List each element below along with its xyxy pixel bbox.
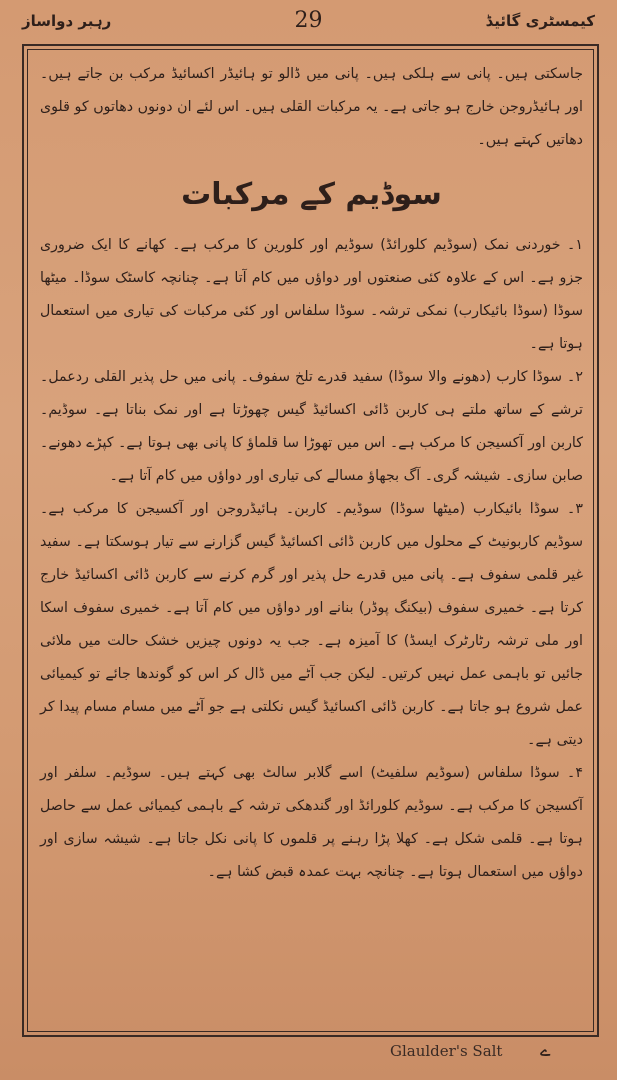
page-body [40,58,583,889]
paragraph-2: ۲۔ سوڈا کارب (دھونے والا سوڈا) سفید قدرے تلخ سفوف۔ پانی میں حل پذیر القلی ردعمل۔ ترشے کے ساتھ ملتے ہی کاربن ڈائی اکسائیڈ گیس چھوڑتا ہے اور نمک بناتا ہے۔ سوڈیم۔ کاربن اور آکسیجن کا مرکب ہے۔ اس میں تھوڑا سا قلماؤ کا پانی بھی ہوتا ہے۔ کپڑے دھونے۔ صابن سازی۔ شیشہ گری۔ آگ بجھاؤ مسالے کی تیاری اور دواؤں میں کام آتا ہے۔ [40,369,583,484]
header-section-title: رہبر دواساز [22,12,112,30]
page-header [22,8,595,40]
intro-paragraph: جاسکتی ہیں۔ پانی سے ہلکی ہیں۔ پانی میں ڈالو تو ہائیڈر اکسائیڈ مرکب بن جاتے ہیں۔ اور ہائیڈروجن خارج ہو جاتی ہے۔ یہ مرکبات القلی ہیں۔ اس لئے ان دونوں دھاتوں کو قلوی دھاتیں کہتے ہیں۔ [40,66,583,148]
page-number: 29 [294,8,323,33]
header-book-title: کیمسٹری گائیڈ [485,12,595,30]
paragraph-1: ۱۔ خوردنی نمک (سوڈیم کلورائڈ) سوڈیم اور کلورین کا مرکب ہے۔ کھانے کا ایک ضروری جزو ہے۔ اس کے علاوہ کئی صنعتوں اور دواؤں میں کام آتا ہے۔ چنانچہ کاسٹک سوڈا۔ میٹھا سوڈا (سوڈا بائیکارب) نمکی ترشہ۔ سوڈا سلفاس اور کئی مرکبات کی تیاری میں استعمال ہوتا ہے۔ [40,237,583,352]
footer-label: Glaulder's Salt [390,1042,503,1060]
section-heading: سوڈیم کے مرکبات [181,177,442,212]
paragraph-4: ۴۔ سوڈا سلفاس (سوڈیم سلفیٹ) اسے گلابر سالٹ بھی کہتے ہیں۔ سوڈیم۔ سلفر اور آکسیجن کا مرکب ہے۔ سوڈیم کلورائڈ اور گندھکی ترشہ کے باہمی کیمیائی عمل سے حاصل ہوتا ہے۔ قلمی شکل ہے۔ کھلا پڑا رہنے پر قلموں کا پانی نکل جاتا ہے۔ شیشہ سازی اور دواؤں میں استعمال ہوتا ہے۔ چنانچہ بہت عمدہ قبض کشا ہے۔ [40,765,583,880]
footer-mark: ے [540,1040,551,1061]
paragraph-3: ۳۔ سوڈا بائیکارب (میٹھا سوڈا) سوڈیم۔ کاربن۔ ہائیڈروجن اور آکسیجن کا مرکب ہے۔ سوڈیم کاربونیٹ کے محلول میں کاربن ڈائی اکسائیڈ گیس گزارنے سے تیار ہوسکتا ہے۔ سفید غیر قلمی سفوف ہے۔ پانی میں قدرے حل پذیر اور گرم کرنے سے کاربن ڈائی اکسائیڈ خارج کرتا ہے۔ خمیری سفوف (بیکنگ پوڈر) بنانے اور دواؤں میں کام آتا ہے۔ خمیری سفوف اسکا اور ملی ترشہ رٹارٹرک ایسڈ) کا آمیزہ ہے۔ جب یہ دونوں چیزیں خشک حالت میں ملائی جائیں تو باہمی عمل نہیں کرتیں۔ لیکن جب آٹے میں ڈال کر اس کو گوندھا جائے تو کیمیائی عمل شروع ہو جاتا ہے۔ کاربن ڈائی اکسائیڈ گیس نکلتی ہے جو آٹے میں مسام مسام پیدا کر دیتی ہے۔ [40,501,583,748]
